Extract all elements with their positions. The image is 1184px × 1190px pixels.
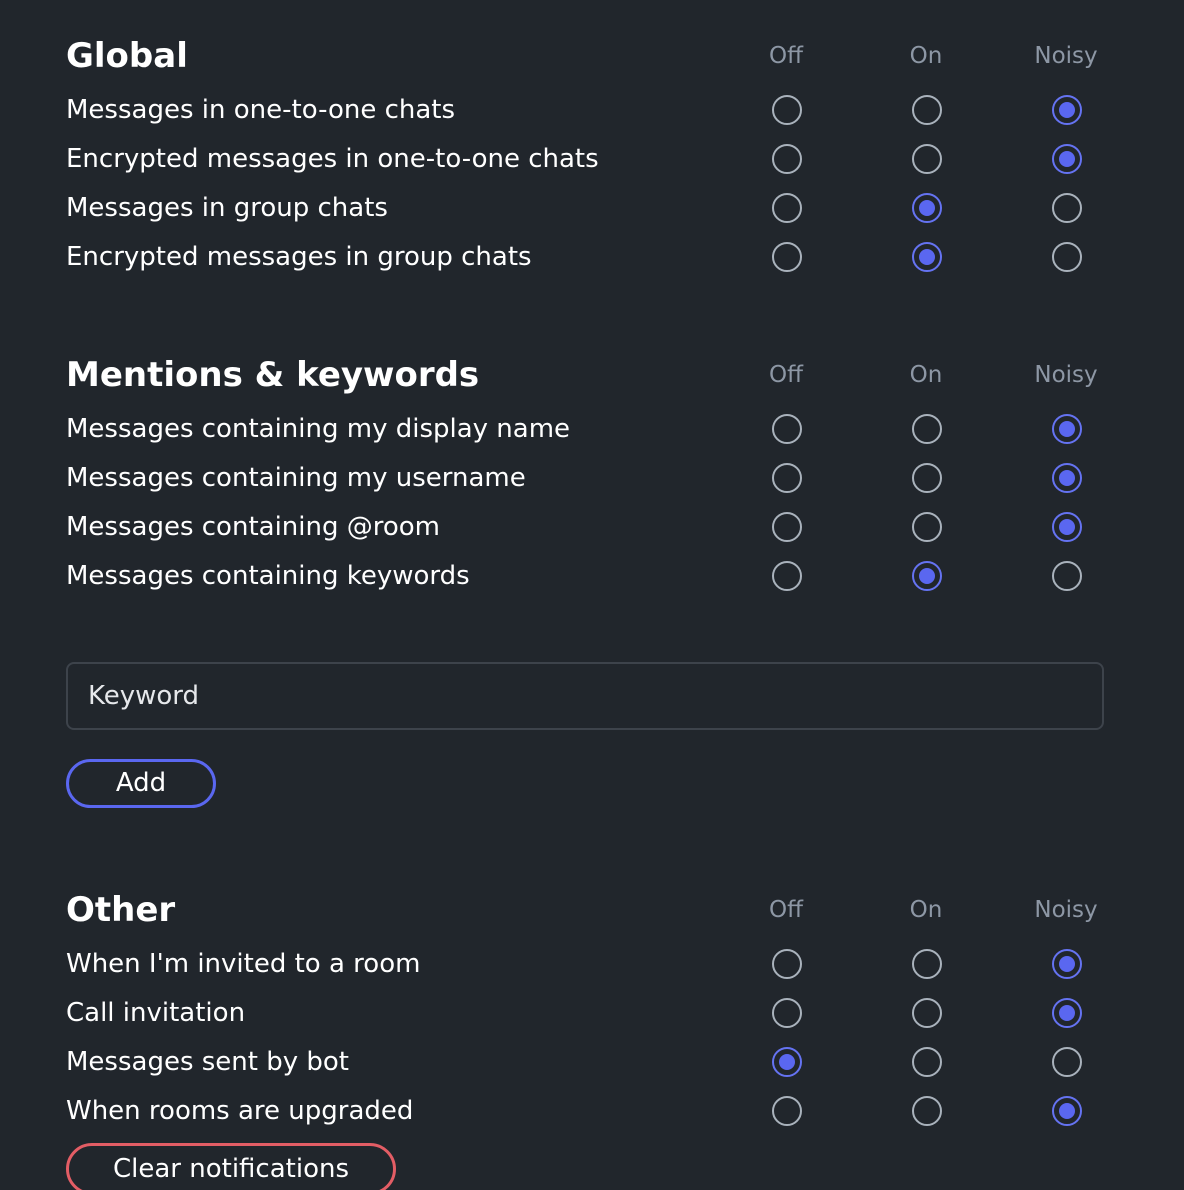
setting-label: Messages in one-to-one chats: [66, 95, 456, 125]
setting-label: Messages in group chats: [66, 193, 388, 223]
column-header-off: Off: [769, 43, 803, 69]
radio-on[interactable]: [912, 1096, 942, 1126]
keyword-input[interactable]: [66, 662, 1104, 730]
radio-noisy[interactable]: [1052, 242, 1082, 272]
setting-row: [0, 552, 1184, 601]
setting-label: When I'm invited to a room: [66, 949, 421, 979]
column-header-on: On: [909, 362, 943, 388]
radio-off[interactable]: [772, 144, 802, 174]
column-header-noisy: Noisy: [1034, 43, 1098, 69]
radio-noisy[interactable]: [1052, 414, 1082, 444]
radio-off[interactable]: [772, 1047, 802, 1077]
radio-noisy[interactable]: [1052, 998, 1082, 1028]
radio-on[interactable]: [912, 95, 942, 125]
setting-label: When rooms are upgraded: [66, 1096, 414, 1126]
setting-row: [0, 454, 1184, 503]
radio-on[interactable]: [912, 949, 942, 979]
setting-label: Messages containing my display name: [66, 414, 571, 444]
radio-off[interactable]: [772, 463, 802, 493]
radio-on[interactable]: [912, 144, 942, 174]
radio-off[interactable]: [772, 998, 802, 1028]
clear-notifications-button[interactable]: Clear notifications: [66, 1143, 396, 1190]
radio-on[interactable]: [912, 998, 942, 1028]
radio-off[interactable]: [772, 193, 802, 223]
setting-row: [0, 940, 1184, 989]
setting-row: [0, 184, 1184, 233]
setting-row: [0, 989, 1184, 1038]
column-header-noisy: Noisy: [1034, 897, 1098, 923]
column-header-off: Off: [769, 362, 803, 388]
setting-row: [0, 405, 1184, 454]
radio-on[interactable]: [912, 242, 942, 272]
radio-off[interactable]: [772, 242, 802, 272]
radio-on[interactable]: [912, 463, 942, 493]
setting-row: [0, 135, 1184, 184]
setting-label: Messages containing @room: [66, 512, 441, 542]
setting-label: Encrypted messages in one-to-one chats: [66, 144, 599, 174]
radio-on[interactable]: [912, 512, 942, 542]
setting-label: Encrypted messages in group chats: [66, 242, 532, 272]
radio-on[interactable]: [912, 561, 942, 591]
radio-noisy[interactable]: [1052, 949, 1082, 979]
radio-noisy[interactable]: [1052, 561, 1082, 591]
setting-label: Messages containing my username: [66, 463, 526, 493]
radio-off[interactable]: [772, 95, 802, 125]
column-header-noisy: Noisy: [1034, 362, 1098, 388]
section-title: Mentions & keywords: [66, 355, 480, 395]
section-title: Global: [66, 36, 188, 76]
section-title: Other: [66, 890, 176, 930]
radio-noisy[interactable]: [1052, 144, 1082, 174]
setting-label: Call invitation: [66, 998, 246, 1028]
setting-row: [0, 233, 1184, 282]
radio-on[interactable]: [912, 193, 942, 223]
radio-noisy[interactable]: [1052, 1047, 1082, 1077]
radio-noisy[interactable]: [1052, 95, 1082, 125]
radio-off[interactable]: [772, 561, 802, 591]
setting-row: [0, 86, 1184, 135]
radio-off[interactable]: [772, 414, 802, 444]
setting-row: [0, 503, 1184, 552]
radio-off[interactable]: [772, 1096, 802, 1126]
setting-row: [0, 1087, 1184, 1136]
radio-on[interactable]: [912, 1047, 942, 1077]
radio-noisy[interactable]: [1052, 1096, 1082, 1126]
radio-off[interactable]: [772, 949, 802, 979]
setting-row: [0, 1038, 1184, 1087]
add-keyword-button[interactable]: Add: [66, 759, 216, 808]
setting-label: Messages containing keywords: [66, 561, 470, 591]
radio-noisy[interactable]: [1052, 463, 1082, 493]
column-header-on: On: [909, 897, 943, 923]
column-header-on: On: [909, 43, 943, 69]
radio-on[interactable]: [912, 414, 942, 444]
setting-label: Messages sent by bot: [66, 1047, 350, 1077]
radio-noisy[interactable]: [1052, 512, 1082, 542]
radio-noisy[interactable]: [1052, 193, 1082, 223]
radio-off[interactable]: [772, 512, 802, 542]
column-header-off: Off: [769, 897, 803, 923]
